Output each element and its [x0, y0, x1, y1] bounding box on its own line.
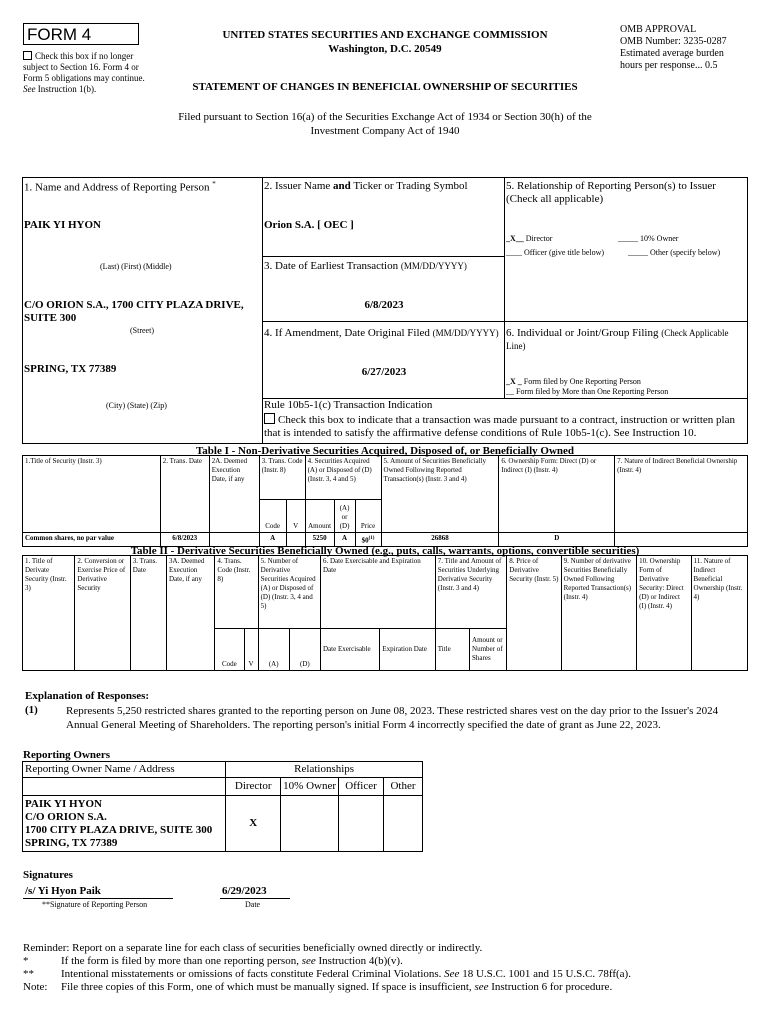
relationship-officer: ____ Officer (give title below): [506, 248, 605, 257]
agency-city: Washington, D.C. 20549: [328, 43, 442, 55]
rule-10b5-title: Rule 10b5-1(c) Transaction Indication: [264, 399, 433, 411]
footer-dstar-mark: **: [23, 968, 34, 980]
filing-more-persons: __ Form filed by More than One Reporting Person: [506, 387, 669, 396]
rule-10b5-text: Check this box to indicate that a transaction was made pursuant to a contract, instruction or written plan that is intended to satisfy the affirmative defense conditions of Rule 10b5-1(c). See Instruction 10.: [264, 414, 735, 439]
t2-h-price: 8. Price of Derivative Security (Instr. 5): [507, 556, 561, 671]
relationship-ten-percent-owner: _____ 10% Owner: [618, 234, 679, 243]
footer-star-text: If the form is filed by more than one reporting person, see Instruction 4(b)(v).: [61, 955, 403, 967]
signature-name: /s/ Yi Hyon Paik: [25, 885, 101, 897]
filed-pursuant-line2: Investment Company Act of 1940: [310, 125, 460, 137]
omb-approval: OMB APPROVAL OMB Number: 3235-0287 Estimated average burden hours per response... 0.5: [620, 24, 727, 71]
no-longer-subject-checkbox[interactable]: [23, 51, 32, 60]
table1-grid: [22, 455, 748, 547]
table2-grid: [22, 555, 748, 671]
t1-sub-code: Code: [259, 500, 286, 533]
footer-note-mark: Note:: [23, 981, 48, 993]
reporting-owners-table: [22, 761, 423, 852]
owners-col-ten-percent: 10% Owner: [281, 778, 339, 796]
t1-h-deemed: 2A. Deemed Execution Date, if any: [209, 456, 259, 533]
table-row: [23, 796, 423, 852]
relationship-director: _X__ Director: [506, 234, 553, 243]
signature-line: [23, 898, 173, 899]
box4-label: 4. If Amendment, Date Original Filed (MM/DD/YYYY): [264, 327, 499, 339]
t1-h-acquired: 4. Securities Acquired (A) or Disposed of (D) (Instr. 3, 4 and 5): [305, 456, 381, 500]
reporting-owners-title: Reporting Owners: [23, 749, 111, 761]
statement-title: STATEMENT OF CHANGES IN BENEFICIAL OWNERSHIP OF SECURITIES: [192, 81, 578, 93]
name-parts-label: (Last) (First) (Middle): [100, 262, 172, 271]
filed-pursuant-line1: Filed pursuant to Section 16(a) of the Securities Exchange Act of 1934 or Section 30(h) of the: [178, 111, 592, 123]
t2-h-conversion: 2. Conversion or Exercise Price of Derivative Security: [75, 556, 130, 671]
signature-date: 6/29/2023: [222, 885, 267, 897]
owner-director-value: X: [226, 796, 281, 852]
reporting-person-city: SPRING, TX 77389: [24, 363, 117, 375]
t2-sub-expiration: Expiration Date: [380, 629, 435, 671]
t1-cell-date: 6/8/2023: [160, 533, 209, 547]
explanation-text: Represents 5,250 restricted shares granted to the reporting person on June 08, 2023. These restricted shares vest on the day prior to the Issuer's 2024 Annual General Meeting of Shareholders. The reporting person's initial Form 4 incorrectly specified the date of grant as June 22, 2023.: [66, 705, 719, 731]
signature-date-line: [220, 898, 290, 899]
reporting-person-name: PAIK YI HYON: [24, 219, 101, 231]
signature-label: **Signature of Reporting Person: [42, 900, 148, 909]
t1-cell-code: A: [259, 533, 286, 547]
t2-h-date: 3. Trans. Date: [130, 556, 166, 671]
owners-col-director: Director: [226, 778, 281, 796]
box6-label: 6. Individual or Joint/Group Filing (Check Applicable Line): [506, 327, 729, 351]
owners-col-name: Reporting Owner Name / Address: [23, 762, 226, 778]
form-title: FORM 4: [27, 25, 92, 44]
t2-h-number: 5. Number of Derivative Securities Acquired (A) or Disposed of (D) (Instr. 3, 4 and 5): [258, 556, 320, 629]
t2-h-exercisable: 6. Date Exercisable and Expiration Date: [321, 556, 436, 629]
no-longer-subject-notice: Check this box if no longer subject to Section 16. Form 4 or Form 5 obligations may continue. See Instruction 1(b).: [23, 51, 145, 94]
street-label: (Street): [130, 326, 154, 335]
t1-sub-price: Price: [355, 500, 381, 533]
t2-sub-a: (A): [258, 629, 289, 671]
earliest-transaction-date: 6/8/2023: [364, 299, 404, 311]
footer-star-mark: *: [23, 955, 29, 967]
t2-h-underlying: 7. Title and Amount of Securities Underlying Derivative Security (Instr. 3 and 4): [435, 556, 506, 629]
t1-h-nature: 7. Nature of Indirect Beneficial Ownership (Instr. 4): [615, 456, 748, 533]
city-state-zip-label: (City) (State) (Zip): [106, 401, 167, 410]
box2-label: 2. Issuer Name and Ticker or Trading Symbol: [264, 180, 468, 192]
t1-h-date: 2. Trans. Date: [160, 456, 209, 533]
t1-h-title: 1.Title of Security (Instr. 3): [23, 456, 161, 533]
t1-sub-amount: Amount: [305, 500, 334, 533]
table1-title: Table I - Non-Derivative Securities Acquired, Disposed of, or Beneficially Owned: [195, 445, 575, 457]
t2-sub-d: (D): [289, 629, 320, 671]
t2-h-title: 1. Title of Derivate Security (Instr. 3): [23, 556, 75, 671]
t1-h-amount-owned: 5. Amount of Securities Beneficially Owned Following Reported Transaction(s) (Instr. 3 and 4): [381, 456, 499, 533]
t2-sub-amount: Amount or Number of Shares: [470, 629, 507, 671]
footer-dstar-text: Intentional misstatements or omissions of facts constitute Federal Criminal Violations. See 18 U.S.C. 1001 and 15 U.S.C. 78ff(a).: [61, 968, 631, 980]
t1-cell-ad: A: [334, 533, 355, 547]
footer-reminder: Reminder: Report on a separate line for each class of securities beneficially owned directly or indirectly.: [23, 942, 483, 954]
t2-h-deemed: 3A. Deemed Execution Date, if any: [166, 556, 214, 671]
signature-date-label: Date: [245, 900, 261, 909]
form-title-box: [23, 23, 139, 45]
original-filed-date: 6/27/2023: [361, 366, 407, 378]
signatures-title: Signatures: [23, 869, 73, 881]
t1-sub-v: V: [286, 500, 305, 533]
t2-sub-title: Title: [435, 629, 469, 671]
t2-h-ownership-form: 10. Ownership Form of Derivative Security: Direct (D) or Indirect (I) (Instr. 4): [637, 556, 691, 671]
box3-label: 3. Date of Earliest Transaction (MM/DD/YYYY): [264, 260, 467, 272]
t1-cell-form: D: [499, 533, 615, 547]
t2-sub-v: V: [244, 629, 258, 671]
owners-col-officer: Officer: [339, 778, 384, 796]
t2-h-nature: 11. Nature of Indirect Beneficial Ownership (Instr. 4): [691, 556, 747, 671]
explanation-title: Explanation of Responses:: [25, 690, 150, 702]
owner-name-address: PAIK YI HYON C/O ORION S.A. 1700 CITY PLAZA DRIVE, SUITE 300 SPRING, TX 77389: [23, 796, 226, 852]
t2-h-owned: 9. Number of derivative Securities Beneficially Owned Following Reported Transaction(s) (Instr. 4): [561, 556, 637, 671]
relationship-other: _____ Other (specify below): [628, 248, 721, 257]
table2-title: Table II - Derivative Securities Beneficially Owned (e.g., puts, calls, warrants, options, convertible securities): [130, 545, 640, 557]
agency-name: UNITED STATES SECURITIES AND EXCHANGE COMMISSION: [222, 29, 548, 41]
reporting-person-street: C/O ORION S.A., 1700 CITY PLAZA DRIVE, SUITE 300: [24, 299, 244, 324]
t2-sub-date-exercisable: Date Exercisable: [321, 629, 380, 671]
owners-col-other: Other: [384, 778, 423, 796]
t1-sub-ad: (A) or (D): [334, 500, 355, 533]
t1-h-code: 3. Trans. Code (Instr. 8): [259, 456, 305, 500]
t1-cell-price: $0$^{(1)}$: [355, 533, 381, 547]
t1-h-ownership-form: 6. Ownership Form: Direct (D) or Indirect (I) (Instr. 4): [499, 456, 615, 533]
t1-cell-amount: 5250: [305, 533, 334, 547]
t2-sub-code: Code: [215, 629, 244, 671]
rule-10b5-checkbox[interactable]: [264, 413, 275, 424]
owners-col-relationships: Relationships: [226, 762, 423, 778]
filing-one-person: _X _ Form filed by One Reporting Person: [506, 377, 641, 386]
explanation-number: (1): [25, 704, 38, 716]
t1-cell-owned: 26868: [381, 533, 499, 547]
footer-note-text: File three copies of this Form, one of which must be manually signed. If space is insufficient, see Instruction 6 for procedure.: [61, 981, 613, 993]
t2-h-code: 4. Trans. Code (Instr. 8): [215, 556, 258, 629]
box5-label: 5. Relationship of Reporting Person(s) to Issuer (Check all applicable): [506, 180, 716, 205]
box1-label: 1. Name and Address of Reporting Person *: [24, 180, 216, 194]
issuer-name: Orion S.A. [ OEC ]: [264, 219, 354, 231]
t1-cell-title: Common shares, no par value: [23, 533, 161, 547]
